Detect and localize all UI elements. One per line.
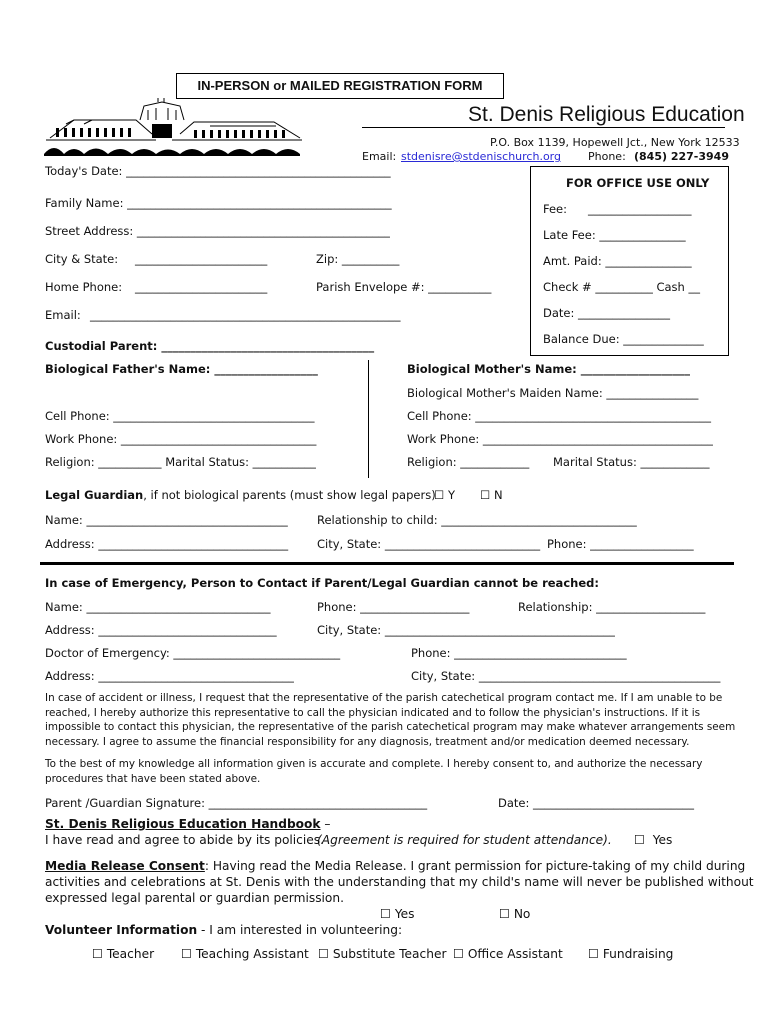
- checkbox-icon[interactable]: ☐: [181, 947, 192, 961]
- handbook-dash: –: [320, 817, 331, 831]
- checkbox-icon[interactable]: ☐: [588, 947, 599, 961]
- home-phone-label: Home Phone:: [45, 280, 123, 294]
- media-no-label: No: [513, 907, 531, 921]
- street-address-field[interactable]: Street Address: ____________________________________________: [45, 224, 390, 238]
- home-phone-field[interactable]: _______________________: [135, 280, 268, 294]
- signature-field[interactable]: Parent /Guardian Signature: ______________________________________: [45, 796, 428, 810]
- checkbox-icon[interactable]: ☐: [318, 947, 329, 961]
- email-field[interactable]: ______________________________________________________: [90, 308, 401, 322]
- mother-maiden-field[interactable]: Biological Mother's Maiden Name: ________________: [407, 386, 699, 400]
- emergency-address-field[interactable]: Address: _______________________________: [45, 623, 277, 637]
- city-state-field[interactable]: _______________________: [135, 252, 268, 266]
- section-divider: [40, 562, 734, 565]
- phone-label: Phone:: [588, 150, 626, 163]
- volunteer-option-label: Teaching Assistant: [195, 947, 309, 961]
- mother-cell-field[interactable]: Cell Phone: _________________________________________: [407, 409, 712, 423]
- volunteer-option-label: Substitute Teacher: [332, 947, 447, 961]
- header-rule: [362, 127, 725, 128]
- email-label-family: Email:: [45, 308, 81, 322]
- office-fee-field: __________________: [588, 202, 692, 216]
- father-name-field[interactable]: Biological Father's Name: __________________: [45, 362, 318, 376]
- custodial-parent-field[interactable]: Custodial Parent: _____________________________________: [45, 339, 375, 353]
- office-date: Date: ________________: [543, 306, 671, 320]
- consent-line: impossible to contact this physician, the representative of the parish catechetical program may make whatever arrangements seem: [45, 721, 736, 733]
- media-yes-option[interactable]: [380, 906, 415, 922]
- mother-religion-field[interactable]: Religion: ____________: [407, 455, 530, 469]
- mother-marital-field[interactable]: Marital Status: ____________: [553, 455, 710, 469]
- office-balance-due: Balance Due: ______________: [543, 332, 704, 346]
- mother-work-field[interactable]: Work Phone: ________________________________________: [407, 432, 713, 446]
- volunteer-heading: [45, 922, 402, 938]
- checkbox-icon[interactable]: ☐: [634, 833, 645, 847]
- office-late-fee: Late Fee: _______________: [543, 228, 686, 242]
- father-work-field[interactable]: Work Phone: __________________________________: [45, 432, 317, 446]
- doctor-city-state-field[interactable]: City, State: __________________________________________: [411, 669, 721, 683]
- media-release-line3: expressed legal parental or guardian permission.: [45, 891, 344, 905]
- accuracy-paragraph: [45, 757, 702, 786]
- volunteer-option-substitute-teacher[interactable]: [318, 946, 446, 962]
- checkbox-icon[interactable]: ☐: [453, 947, 464, 961]
- handbook-title: St. Denis Religious Education Handbook: [45, 817, 321, 831]
- family-name-field[interactable]: Family Name: ______________________________________________: [45, 196, 392, 210]
- guardian-city-state-field[interactable]: City, State: ___________________________: [317, 537, 541, 551]
- guardian-yes-option[interactable]: [434, 488, 455, 502]
- media-release-line1: [45, 858, 745, 874]
- emergency-relationship-field[interactable]: Relationship: ___________________: [518, 600, 706, 614]
- checkbox-icon[interactable]: ☐: [499, 907, 510, 921]
- volunteer-option-teacher[interactable]: [92, 946, 154, 962]
- handbook-title-row: [45, 816, 331, 832]
- guardian-name-field[interactable]: Name: ___________________________________: [45, 513, 288, 527]
- guardian-relationship-field[interactable]: Relationship to child: __________________________________: [317, 513, 637, 527]
- handbook-note: (Agreement is required for student attendance).: [317, 833, 612, 847]
- media-yes-label: Yes: [394, 907, 415, 921]
- father-religion-field[interactable]: Religion: ___________ Marital Status: ___________: [45, 455, 316, 469]
- emergency-name-field[interactable]: Name: ________________________________: [45, 600, 271, 614]
- guardian-phone-field[interactable]: Phone: __________________: [547, 537, 694, 551]
- media-no-option[interactable]: [499, 906, 530, 922]
- media-release-title: Media Release Consent: [45, 859, 205, 873]
- checkbox-icon[interactable]: ☐: [434, 488, 445, 502]
- doctor-phone-field[interactable]: Phone: ______________________________: [411, 646, 627, 660]
- guardian-no-label: N: [493, 488, 503, 502]
- consent-line: necessary. I agree to assume the financial responsibility for any diagnosis, treatment and/or medication deemed necessary.: [45, 735, 690, 748]
- email-label: Email:: [362, 150, 397, 163]
- office-amt-paid: Amt. Paid: _______________: [543, 254, 692, 268]
- father-cell-field[interactable]: Cell Phone: ___________________________________: [45, 409, 315, 423]
- handbook-yes-option[interactable]: [634, 832, 672, 848]
- legal-guardian-label: Legal Guardian: [45, 488, 144, 502]
- volunteer-title: Volunteer Information: [45, 923, 198, 937]
- volunteer-option-office-assistant[interactable]: [453, 946, 563, 962]
- parents-divider: [368, 360, 369, 478]
- consent-line: In case of accident or illness, I request that the representative of the parish catechetical program contact me. If I am unable to be: [45, 692, 723, 704]
- org-name: St. Denis Religious Education: [468, 103, 745, 126]
- emergency-phone-field[interactable]: Phone: ___________________: [317, 600, 470, 614]
- emergency-heading: In case of Emergency, Person to Contact if Parent/Legal Guardian cannot be reached:: [45, 576, 599, 590]
- media-release-text: : Having read the Media Release. I grant permission for picture-taking of my child during: [204, 859, 746, 873]
- legal-guardian-note: , if not biological parents (must show legal papers): [143, 488, 436, 502]
- parish-envelope-field[interactable]: Parish Envelope #: ___________: [316, 280, 492, 294]
- mother-name-field[interactable]: Biological Mother's Name: ___________________: [407, 362, 691, 376]
- legal-guardian-row: [45, 488, 436, 502]
- consent-line: To the best of my knowledge all information given is accurate and complete. I hereby consent to, and authorize the necessary: [45, 758, 703, 770]
- todays-date-field[interactable]: Today's Date: ______________________________________________: [45, 164, 391, 178]
- volunteer-option-fundraising[interactable]: [588, 946, 673, 962]
- volunteer-option-label: Teacher: [106, 947, 155, 961]
- signature-date-field[interactable]: Date: ____________________________: [498, 796, 695, 810]
- org-phone: (845) 227-3949: [634, 150, 729, 163]
- medical-consent-paragraph: [45, 691, 735, 749]
- office-title: FOR OFFICE USE ONLY: [566, 176, 710, 190]
- volunteer-option-label: Office Assistant: [467, 947, 563, 961]
- office-check-cash: Check # __________ Cash __: [543, 280, 700, 294]
- guardian-no-option[interactable]: [480, 488, 503, 502]
- office-fee-label: Fee:: [543, 202, 568, 216]
- consent-line: reached, I hereby authorize this representative to call the physician indicated and to follow the physician's instructions. If it is: [45, 706, 700, 719]
- volunteer-note: - I am interested in volunteering:: [197, 923, 403, 937]
- volunteer-option-teaching-assistant[interactable]: [181, 946, 309, 962]
- volunteer-option-label: Fundraising: [602, 947, 674, 961]
- form-title: IN-PERSON or MAILED REGISTRATION FORM: [176, 73, 504, 99]
- zip-field[interactable]: Zip: __________: [316, 252, 400, 266]
- handbook-agreement: I have read and agree to abide by its policies.: [45, 833, 324, 847]
- guardian-yes-label: Y: [447, 488, 455, 502]
- guardian-address-field[interactable]: Address: _________________________________: [45, 537, 289, 551]
- emergency-city-state-field[interactable]: City, State: ________________________________________: [317, 623, 615, 637]
- checkbox-icon[interactable]: ☐: [92, 947, 103, 961]
- checkbox-icon[interactable]: ☐: [380, 907, 391, 921]
- church-logo: [44, 98, 304, 160]
- media-release-line2: activities and celebrations at St. Denis with the understanding that my child's name will never be published without: [45, 875, 754, 889]
- city-state-label: City & State:: [45, 252, 119, 266]
- doctor-address-field[interactable]: Address: __________________________________: [45, 669, 294, 683]
- handbook-yes-label: Yes: [652, 833, 673, 847]
- checkbox-icon[interactable]: ☐: [480, 488, 491, 502]
- doctor-field[interactable]: Doctor of Emergency: _____________________________: [45, 646, 341, 660]
- org-address: P.O. Box 1139, Hopewell Jct., New York 12533: [490, 136, 740, 149]
- email-link[interactable]: stdenisre@stdenischurch.org: [401, 150, 561, 163]
- consent-line: procedures that have been stated above.: [45, 772, 261, 785]
